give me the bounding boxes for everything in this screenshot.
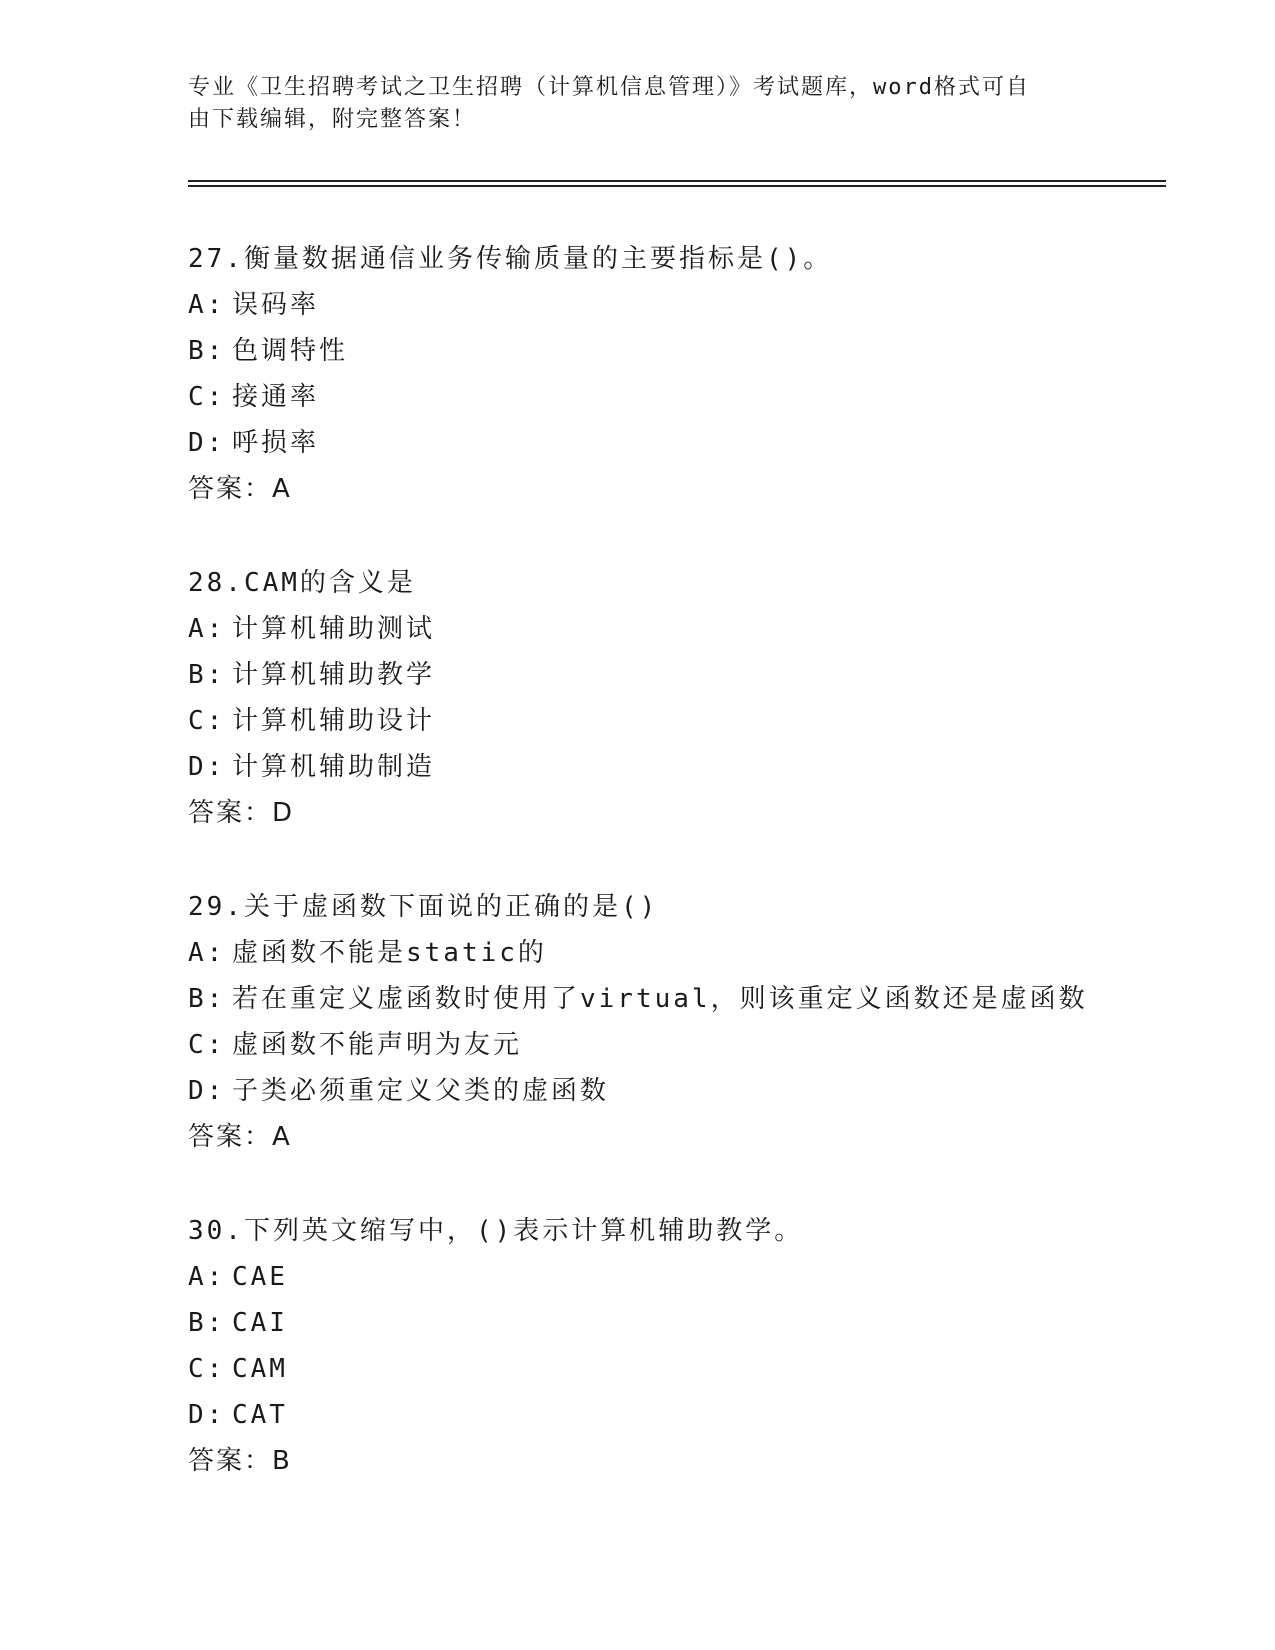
option-letter: A:: [188, 938, 226, 968]
option-d: [188, 1392, 1188, 1438]
question-list: [188, 236, 1188, 1532]
answer-line: 答案：A: [188, 1122, 292, 1152]
option-text: CAM: [232, 1354, 288, 1384]
option-text: CAI: [232, 1308, 288, 1338]
option-d: [188, 744, 1188, 790]
option-b: [188, 652, 1188, 698]
option-letter: B:: [188, 984, 226, 1014]
option-c: [188, 1346, 1188, 1392]
option-text: 若在重定义虚函数时使用了virtual，则该重定义函数还是虚函数: [232, 984, 1088, 1014]
question-stem: 28.CAM的含义是: [188, 568, 416, 598]
option-c: [188, 1022, 1188, 1068]
option-letter: A:: [188, 614, 226, 644]
option-a: [188, 1254, 1188, 1300]
question-29: [188, 884, 1188, 1160]
option-b: [188, 976, 1188, 1022]
option-d: [188, 420, 1188, 466]
option-letter: D:: [188, 428, 226, 458]
option-letter: B:: [188, 1308, 226, 1338]
option-text: CAT: [232, 1400, 288, 1430]
option-letter: D:: [188, 752, 226, 782]
option-c: [188, 374, 1188, 420]
option-letter: A:: [188, 290, 226, 320]
option-text: 计算机辅助设计: [232, 706, 436, 736]
option-text: 虚函数不能是static的: [232, 938, 547, 968]
option-text: 计算机辅助制造: [232, 752, 436, 782]
option-letter: D:: [188, 1076, 226, 1106]
option-letter: C:: [188, 382, 226, 412]
option-text: 计算机辅助测试: [232, 614, 436, 644]
option-text: 虚函数不能声明为友元: [232, 1030, 523, 1060]
question-27: [188, 236, 1188, 512]
question-stem: 30.下列英文缩写中，()表示计算机辅助教学。: [188, 1216, 804, 1246]
option-letter: C:: [188, 1030, 226, 1060]
option-d: [188, 1068, 1188, 1114]
option-letter: B:: [188, 336, 226, 366]
option-b: [188, 328, 1188, 374]
document-header: [188, 72, 1068, 136]
option-text: 接通率: [232, 382, 320, 412]
option-letter: D:: [188, 1400, 226, 1430]
question-30: [188, 1208, 1188, 1484]
question-28: [188, 560, 1188, 836]
option-a: [188, 606, 1188, 652]
answer-line: 答案：B: [188, 1446, 292, 1476]
question-stem: 27.衡量数据通信业务传输质量的主要指标是()。: [188, 244, 833, 274]
option-text: CAE: [232, 1262, 288, 1292]
header-line-1: 专业《卫生招聘考试之卫生招聘（计算机信息管理）》考试题库，word格式可自: [188, 75, 1030, 100]
answer-line: 答案：D: [188, 798, 295, 828]
question-stem: 29.关于虚函数下面说的正确的是(): [188, 892, 659, 922]
option-c: [188, 698, 1188, 744]
header-divider-bottom: [188, 185, 1166, 187]
option-letter: C:: [188, 706, 226, 736]
option-b: [188, 1300, 1188, 1346]
option-a: [188, 282, 1188, 328]
option-letter: B:: [188, 660, 226, 690]
header-line-2: 由下载编辑，附完整答案！: [188, 107, 477, 132]
option-letter: C:: [188, 1354, 226, 1384]
option-letter: A:: [188, 1262, 226, 1292]
answer-line: 答案：A: [188, 474, 292, 504]
option-text: 子类必须重定义父类的虚函数: [232, 1076, 610, 1106]
option-text: 色调特性: [232, 336, 349, 366]
option-text: 计算机辅助教学: [232, 660, 436, 690]
header-divider-top: [188, 180, 1166, 182]
option-text: 误码率: [232, 290, 320, 320]
option-a: [188, 930, 1188, 976]
option-text: 呼损率: [232, 428, 320, 458]
